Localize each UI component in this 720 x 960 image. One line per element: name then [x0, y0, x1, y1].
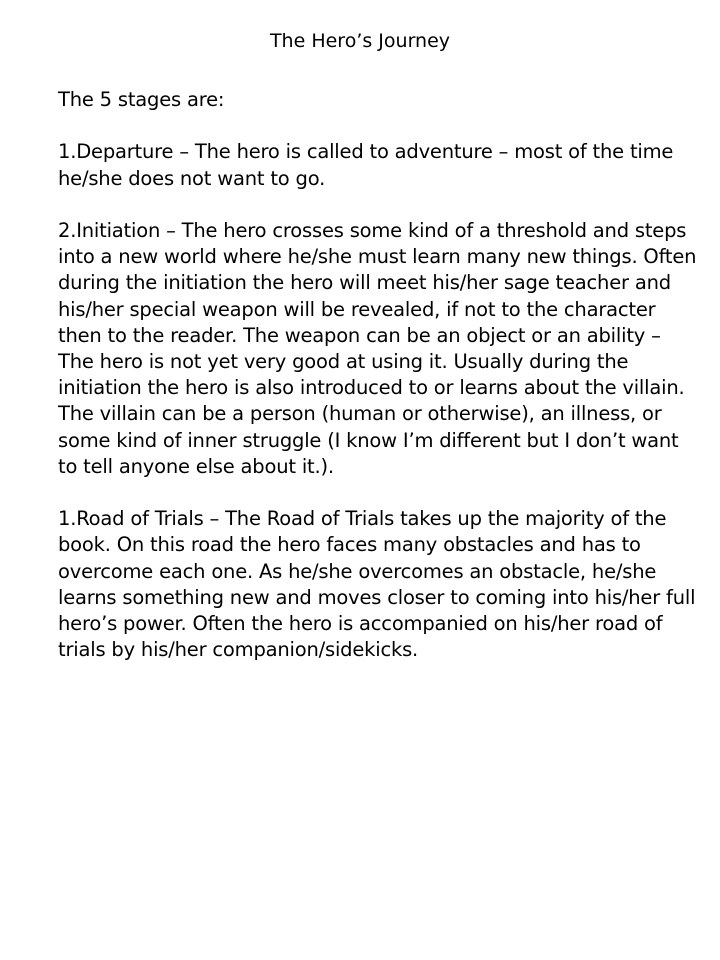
document-title: The Hero’s Journey [269, 30, 451, 52]
stage-road-of-trials: 1.Road of Trials – The Road of Trials takes up the majority of the book. On this road the hero faces many obstacles and has to overcome each one. As he/she overcomes an obstacle, he/she learns something new and moves closer to coming into his/her full hero’s power. Often the hero is accompanied on his/her road of trials by his/her companion/sidekicks. [58, 507, 696, 662]
stage-departure: 1.Departure – The hero is called to adventure – most of the time he/she does not want to go. [58, 140, 674, 190]
stage-initiation: 2.Initiation – The hero crosses some kind of a threshold and steps into a new world where he/she must learn many new things. Often during the initiation the hero will meet his/her sage teacher and his/her special weapon will be revealed, if not to the character then to the reader. The weapon can be an object or an ability – The hero is not yet very good at using it. Usually during the initiation the hero is also introduced to or learns about the villain. The villain can be a person (human or otherwise), an illness, or some kind of inner struggle (I know I’m different but I don’t want to tell anyone else about it.). [58, 218, 697, 478]
document-body [58, 87, 698, 690]
intro-text: The 5 stages are: [58, 88, 225, 111]
